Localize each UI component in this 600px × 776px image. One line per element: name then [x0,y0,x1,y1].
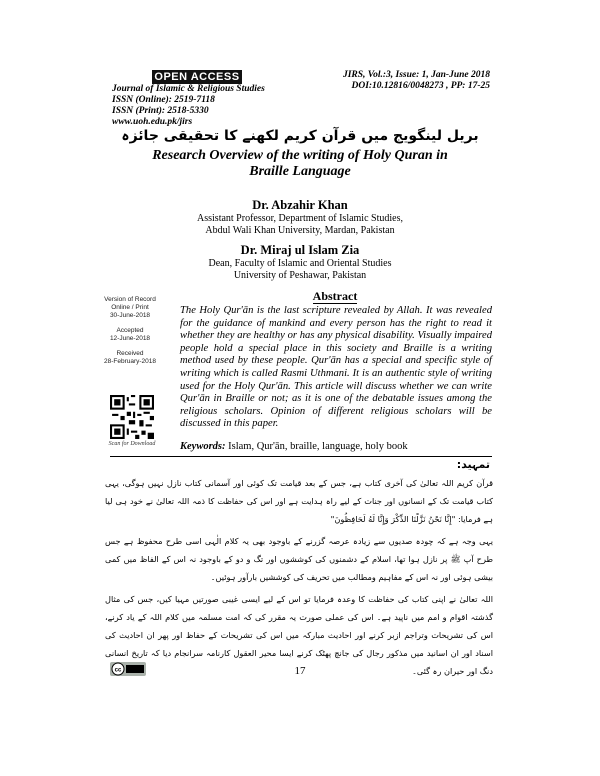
journal-name: Journal of Islamic & Religious Studies [112,84,265,94]
doi-info[interactable]: DOI:10.12816/0048273 , PP: 17-25 [351,81,490,91]
author-affiliation: University of Peshawar, Pakistan [233,270,367,281]
urdu-title: بریل لینگویج میں قرآن کریم لکھنے کا تحقیقی جائزہ [121,128,479,144]
accepted-date: 12-June-2018 [109,335,151,342]
page-number: 17 [294,665,306,677]
qr-caption: Scan for Download [108,441,156,447]
author-1 [0,198,600,237]
english-title-line1: Research Overview of the writing of Holy Quran in [152,148,448,163]
author-name: Dr. Abzahir Khan [252,198,348,212]
intro-paragraph-3: اللہ تعالیٰ نے اپنی کتاب کی حفاظت کا وعدہ فرمایا تو اس کے لیے ایسی غیبی صورتیں مہیا کیں، جس کی مثال گذشتہ اقوام و امم میں ناپید ہے۔ اس کی عملی صورت یہ مقرر کی کہ امت مسلمہ میں کلام اللہ کے یاد کرنے، اس کی تشریحات وتراجم ازبر کرنے اور احادیث مبارکہ میں اس کی تشریحات کے حفاظ اور پھر ان احادیث کی اسناد اور ان اسانید میں مذکور رجال کی جانچ پھٹک کرنے ایسا محیر العقول کارنامہ سرانجام دیا کہ تاریخ انسانی دنگ اور حیران رہ گئی۔ [105,594,493,676]
intro-paragraph-1: قرآن کریم اللہ تعالیٰ کی آخری کتاب ہے، جس کے بعد قیامت تک کوئی اور آسمانی کتاب نازل نہیں ہوگی، یہی کتاب قیامت تک کے انسانوں اور جنات کے لیے راہ ہدایت ہے اور اس کی حفاظت کا ذمہ اللہ تعالیٰ نے خود ہی لیا ہے فرمایا: "إِنَّا نَحْنُ نَزَّلْنَا الذِّكْرَ وَإِنَّا لَهُ لَحَافِظُونَ" [105,478,493,524]
keywords [180,441,492,452]
record-dates [100,296,160,373]
version-value: Online / Print [111,304,149,311]
author-affiliation: Dean, Faculty of Islamic and Oriental Studies [208,258,392,269]
qr-code-icon[interactable] [110,395,154,439]
author-2 [0,243,600,282]
volume-info: JIRS, Vol.:3, Issue: 1, Jan-June 2018 [342,70,490,80]
keywords-list: Islam, Qur'ān, braille, language, holy book [228,441,408,452]
abstract-text: The Holy Qur'ān is the last scripture revealed by Allah. It was revealed for the guidance of mankind and every person has the right to read it whether they are healthy or has any physical disability. Visually impaired people hold a special place in this society and Braille is a writing method used by these people. Qur'ān has a special and specific style of writing which is called Rasmi Uthmani. It is an authentic style of writing used for the Holy Qur'ān. This article will discuss whether we can write Qur'ān in Braille or not; as it is one of the debatable issues among the religious scholars. Opinion of different religious scholars will be discussed in this paper. [180,305,492,430]
intro-paragraph-2: یہی وجہ ہے کہ چودہ صدیوں سے زیادہ عرصہ گزرنے کے باوجود بھی یہ کلام الٰہی اسی طرح محفوظ ہے جس طرح آپ ﷺ پر نازل ہوا تھا، اسلام کے دشمنوں کی کوششوں اور تگ و دو کے باوجود نہ اس کے الفاظ میں کمی بیشی ہوئی اور نہ اس کے مفاہیم ومطالب میں تحریف کی کوششیں بارآور ہوئیں۔ [105,536,493,582]
keywords-label: Keywords: [180,441,226,452]
issn-print: ISSN (Print): 2518-5330 [112,106,209,116]
open-access-badge: OPEN ACCESS [152,70,242,84]
author-affiliation: Assistant Professor, Department of Islamic Studies, [197,213,403,224]
received-date: 28-February-2018 [103,358,157,365]
accepted-label: Accepted [116,327,144,334]
version-date: 30-June-2018 [109,312,151,319]
issn-online: ISSN (Online): 2519-7118 [112,95,215,105]
issue-info-block [343,70,490,92]
author-affiliation: Abdul Wali Khan University, Mardan, Pakistan [205,225,395,236]
english-title [0,148,600,180]
english-title-line2: Braille Language [249,164,351,179]
intro-heading: تمہید: [456,458,490,471]
author-name: Dr. Miraj ul Islam Zia [240,243,360,257]
version-label: Version of Record [104,296,156,303]
journal-website[interactable]: www.uoh.edu.pk/jirs [112,117,193,127]
abstract-heading-text: Abstract [312,289,358,303]
abstract-heading [180,289,490,304]
cc-label: cc [114,667,122,674]
section-divider [110,456,492,457]
journal-info-block [112,70,280,128]
received-label: Received [116,350,144,357]
